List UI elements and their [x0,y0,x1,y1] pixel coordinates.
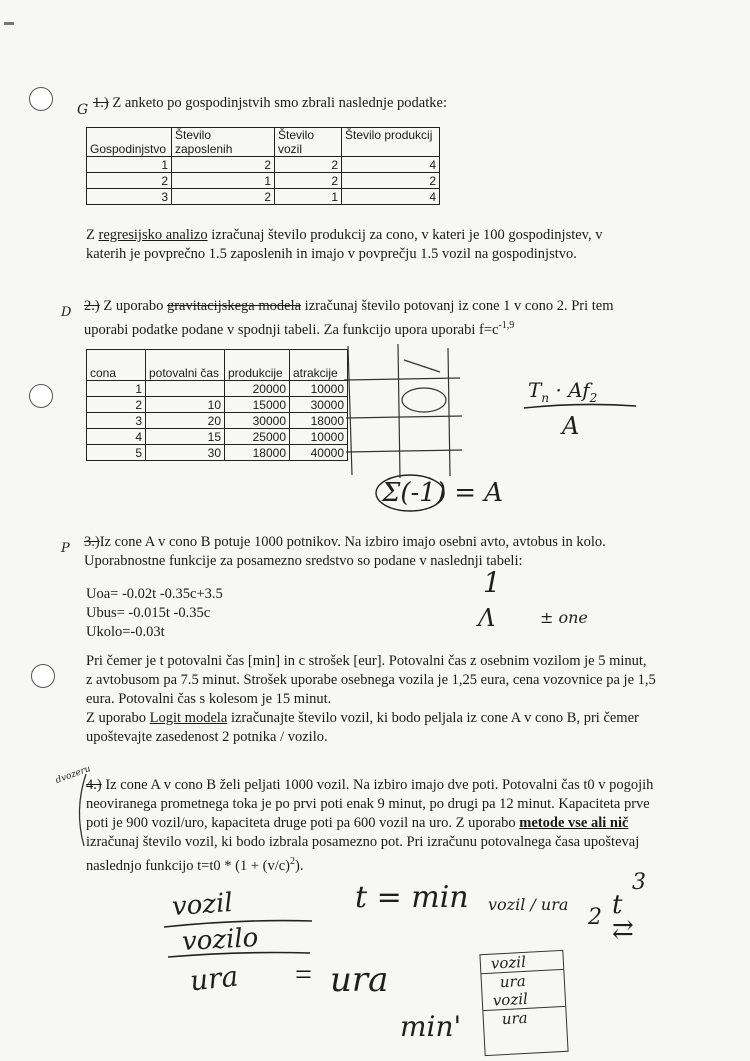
task1-table [86,127,440,205]
table-cell: 2 [342,173,440,189]
note-three: 3 [632,870,646,895]
note-frac-top-letter: T [528,378,542,402]
task3-number: 3.) [84,534,100,550]
note-t-min: t = min [355,880,469,915]
table-cell: 3 [87,189,172,205]
table-header-cell: Gospodinjstvo [87,128,172,157]
sum-circle [372,470,452,516]
table-cell: 18000 [290,413,348,429]
table-cell: 2 [172,157,275,173]
note-scrawl-3: ura [188,959,240,998]
note-vozil-frac: vozil / ura [488,895,569,914]
task4-text-b: izračunaj število vozil, ki bodo izbrala posamezno pot. Pri izračunu potovalnega časa upoštevaj naslednjo funkcijo t=t0 * (1 + (v/c) [86,834,640,874]
table-cell: 2 [87,397,146,413]
task2-method: gravitacijskega modela [166,298,302,314]
task3-mark: P [61,541,70,556]
table-row [87,381,348,397]
table-cell: 1 [172,173,275,189]
handwritten-box [479,950,568,1056]
table-row [87,157,440,173]
table-header-row [87,128,440,157]
box-line-2: ura [481,969,564,992]
box-line-4: ura [483,1006,566,1029]
task3-body-text: Pri čemer je t potovalni čas [min] in c strošek [eur]. Potovalni čas z osebnim vozilom je 5 minut, z avtobusom pa 7.5 minut. Strošek uporabe osebnega vozila je 1,25 eura, cena vozovnice pa je 1,5 eura. Potovalni čas s kolesom je 15 minut. [86,653,656,707]
note-lambda: Λ [478,604,496,632]
note-sum: Σ(-1) = A [382,478,504,508]
table-row [87,429,348,445]
table-header-cell: cona [87,350,146,381]
task1-number: 1.) [93,95,109,111]
task3-intro [84,533,664,571]
note-mark: ± one [540,608,588,627]
task4-method: metode vse ali nič [519,815,629,831]
task2-paragraph [84,297,664,340]
box-line-3: vozil [492,989,529,1010]
table-row [87,189,440,205]
table-header-row [87,350,348,381]
table-cell: 4 [342,189,440,205]
table-cell: 40000 [290,445,348,461]
task4-number: 4.) [86,777,102,793]
table-cell: 30000 [225,413,290,429]
note-arrow: ⇄ [612,915,634,945]
table-cell: 30000 [290,397,348,413]
table-cell: 18000 [225,445,290,461]
table-cell: 30 [146,445,225,461]
note-scrawl-2: vozilo [181,923,260,957]
task2-line1-post: izračunaj število potovanj iz cone 1 v cono 2. Pri tem [301,298,614,314]
note-two: 2 [588,905,602,930]
scan-speck [4,22,14,25]
task2-number: 2.) [84,298,100,314]
task3-body [86,652,656,747]
task1-text-post: izračunaj število produkcij za cono, v kateri je 100 gospodinjstev, v katerih je povprečno 1.5 zaposlenih in imajo v povprečju 1.5 vozil na gospodinjstvo. [86,227,603,262]
task4-paragraph [86,776,662,876]
punch-hole-2 [29,384,53,408]
task1-heading [93,94,447,113]
table-cell: 20 [146,413,225,429]
table-cell [146,381,225,397]
table-cell: 1 [87,381,146,397]
note-frac-mid: · Af [555,378,590,402]
table-cell: 15 [146,429,225,445]
note-min: min' [400,1010,462,1043]
note-fraction-bottom: A [562,412,580,440]
table-header-cell: produkcije [225,350,290,381]
task4-text-c: ). [295,857,304,874]
task1-text-pre: Z [86,227,99,243]
task4-text-a: Iz cone A v cono B želi peljati 1000 vozil. Na izbiro imajo dve poti. Potovalni čas t0 v pogojih neoviranega prometnega toka je po prvi poti enak 9 minut, po drugi pa 12 minut. Kapaciteta prve poti je 900 vozil/uro, kapaciteta druge poti pa 600 vozil na uro. Z uporabo [86,777,654,831]
task3-formula-3: Ukolo=-0.03t [86,624,165,640]
note-scrawl-1: vozil [171,887,234,923]
table-cell: 2 [87,173,172,189]
task2-exponent: -1,9 [498,320,515,331]
table-cell: 2 [275,173,342,189]
table-cell: 1 [87,157,172,173]
task3-last-post: izračunajte število vozil, ki bodo peljala iz cone A v cono B, pri čemer upoštevajte zasedenost 2 potnika / vozilo. [86,710,639,745]
task2-table [86,349,348,461]
table-cell: 2 [275,157,342,173]
table-cell: 10000 [290,429,348,445]
table-cell: 15000 [225,397,290,413]
task1-mark: G [77,102,89,118]
task2-line2: uporabi podatke podane v spodnji tabeli. Za funkcijo upora uporabi f=c [84,321,499,338]
table-header-cell: Število zaposlenih [172,128,275,157]
note-ura: ura [330,960,389,1000]
task3-method: Logit modela [149,710,228,726]
table-cell: 1 [275,189,342,205]
task3-formula-2: Ubus= -0.015t -0.35c [86,605,211,621]
table-header-cell: Število produkcij [342,128,440,157]
box-line-1: vozil [490,952,527,973]
task1-paragraph [86,226,646,264]
table-cell: 3 [87,413,146,429]
table-row [87,173,440,189]
table-header-cell: atrakcije [290,350,348,381]
task4-margin-note: dvozeru [54,764,93,786]
note-t: t [612,890,623,920]
table-cell: 10000 [290,381,348,397]
task4-exp: 2 [290,856,296,867]
task3-last-pre: Z uporabo [86,710,150,726]
table-cell: 20000 [225,381,290,397]
note-fraction-top [528,378,597,405]
punch-hole-1 [29,87,53,111]
task1-method: regresijsko analizo [98,227,208,243]
handwritten-sketch-grid [340,340,470,480]
note-frac-sub2: 2 [589,391,598,405]
note-frac-sub: n [541,391,550,405]
table-cell: 25000 [225,429,290,445]
handwritten-scrawl-lines [160,905,320,965]
table-header-cell: Število vozil [275,128,342,157]
table-row [87,445,348,461]
task3-intro-text: Iz cone A v cono B potuje 1000 potnikov. Na izbiro imajo osebni avto, avtobus in kolo. Uporabnostne funkcije za posamezno sredstvo so podane v naslednji tabeli: [84,534,606,569]
table-cell: 5 [87,445,146,461]
note-one: 1 [483,566,501,599]
table-header-cell: potovalni čas [146,350,225,381]
task2-mark: D [61,305,72,320]
table-cell: 10 [146,397,225,413]
table-cell: 4 [87,429,146,445]
note-equals: = [295,958,312,991]
table-row [87,413,348,429]
task3-formula-1: Uoa= -0.02t -0.35c+3.5 [86,586,223,602]
table-cell: 4 [342,157,440,173]
table-row [87,397,348,413]
task1-heading-text: Z anketo po gospodinjstvih smo zbrali naslednje podatke: [112,95,447,111]
task2-line1-pre: Z uporabo [103,298,167,314]
punch-hole-3 [31,664,55,688]
table-cell: 2 [172,189,275,205]
